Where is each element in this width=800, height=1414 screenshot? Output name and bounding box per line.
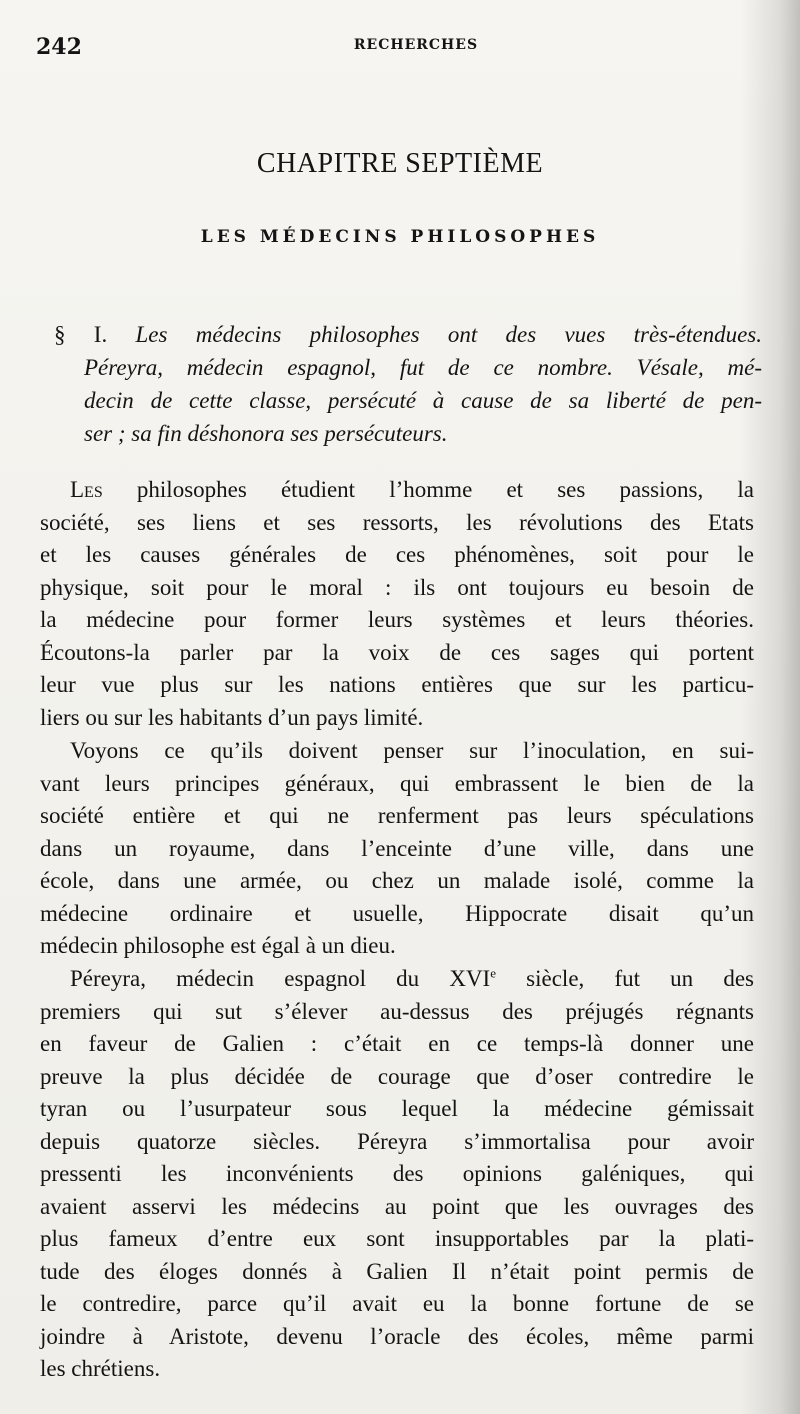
chapter-title: CHAPITRE SEPTIÈME xyxy=(256,148,544,179)
paragraph-line: médecin philosophe est égal à un dieu. xyxy=(40,933,396,958)
summary-line: decin de cette classe, persécuté à cause de sa liberté de pen- xyxy=(84,388,762,413)
paragraph-line: société entière et qui ne renferment pas leurs spéculations xyxy=(40,803,754,828)
paragraph-line: Écoutons-la parler par la voix de ces sages qui portent xyxy=(40,639,754,665)
paragraph-line: société, ses liens et ses ressorts, les révolutions des Etats xyxy=(40,509,754,535)
paragraph-line: depuis quatorze siècles. Péreyra s’immortalisa pour avoir xyxy=(40,1128,754,1154)
page-header xyxy=(36,34,756,64)
paragraph-text: Péreyra, médecin espagnol du XVI xyxy=(70,966,491,991)
paragraph-line xyxy=(40,963,754,996)
paragraph-text: philosophes étudient l’homme et ses passions, la xyxy=(102,477,754,502)
paragraph-line: en faveur de Galien : c’était en ce temps-là donner une xyxy=(40,1031,754,1056)
paragraph-line: médecine ordinaire et usuelle, Hippocrate disait qu’un xyxy=(40,900,754,926)
superscript: e xyxy=(490,965,496,981)
paragraph-text: siècle, fut un des xyxy=(496,966,754,991)
page-number: 242 xyxy=(36,34,82,60)
paragraph-line: Voyons ce qu’ils doivent penser sur l’inoculation, en sui- xyxy=(70,738,754,763)
summary-line: Péreyra, médecin espagnol, fut de ce nombre. Vésale, mé- xyxy=(84,355,762,380)
paragraph-line: joindre à Aristote, devenu l’oracle des écoles, même parmi xyxy=(40,1323,754,1349)
paragraph-line: la médecine pour former leurs systèmes et leurs théories. xyxy=(40,607,754,632)
paragraph-line: leur vue plus sur les nations entières que sur les particu- xyxy=(40,672,754,697)
paragraph-line: les chrétiens. xyxy=(40,1356,161,1381)
running-head: RECHERCHES xyxy=(353,37,479,53)
paragraph-line: physique, soit pour le moral : ils ont toujours eu besoin de xyxy=(40,574,754,600)
paragraph-2 xyxy=(40,735,754,963)
paragraph-1 xyxy=(40,474,754,734)
summary-line xyxy=(54,318,762,351)
paragraph-line: vant leurs principes généraux, qui embrassent le bien de la xyxy=(40,770,754,796)
paragraph-line xyxy=(40,474,754,507)
paragraph-line: le contredire, parce qu’il avait eu la bonne fortune de se xyxy=(40,1291,754,1316)
paragraph-line: pressenti les inconvénients des opinions galéniques, qui xyxy=(40,1161,754,1186)
paragraph-line: preuve la plus décidée de courage que d’oser contredire le xyxy=(40,1063,754,1089)
paragraph-3 xyxy=(40,963,754,1386)
dropcap-word: Les xyxy=(70,477,103,502)
paragraph-line: tude des éloges donnés à Galien Il n’était point permis de xyxy=(40,1258,754,1284)
paragraph-line: liers ou sur les habitants d’un pays limité. xyxy=(40,704,424,730)
paragraph-line: école, dans une armée, ou chez un malade isolé, comme la xyxy=(40,868,754,893)
summary-line: ser ; sa fin déshonora ses persécuteurs. xyxy=(84,421,448,446)
chapter-summary xyxy=(54,318,762,450)
section-title: LES MÉDECINS PHILOSOPHES xyxy=(200,227,600,247)
section-mark: § I. xyxy=(54,322,108,347)
paragraph-line: plus fameux d’entre eux sont insupportables par la plati- xyxy=(40,1226,754,1251)
paragraph-line: avaient asservi les médecins au point que les ouvrages des xyxy=(40,1193,754,1219)
paragraph-line: premiers qui sut s’élever au-dessus des préjugés régnants xyxy=(40,998,754,1024)
paragraph-line: tyran ou l’usurpateur sous lequel la médecine gémissait xyxy=(40,1096,754,1121)
paragraph-line: dans un royaume, dans l’enceinte d’une ville, dans une xyxy=(40,835,754,861)
paragraph-line: et les causes générales de ces phénomènes, soit pour le xyxy=(40,542,754,567)
summary-text: Les médecins philosophes ont des vues très-étendues. xyxy=(135,322,762,347)
